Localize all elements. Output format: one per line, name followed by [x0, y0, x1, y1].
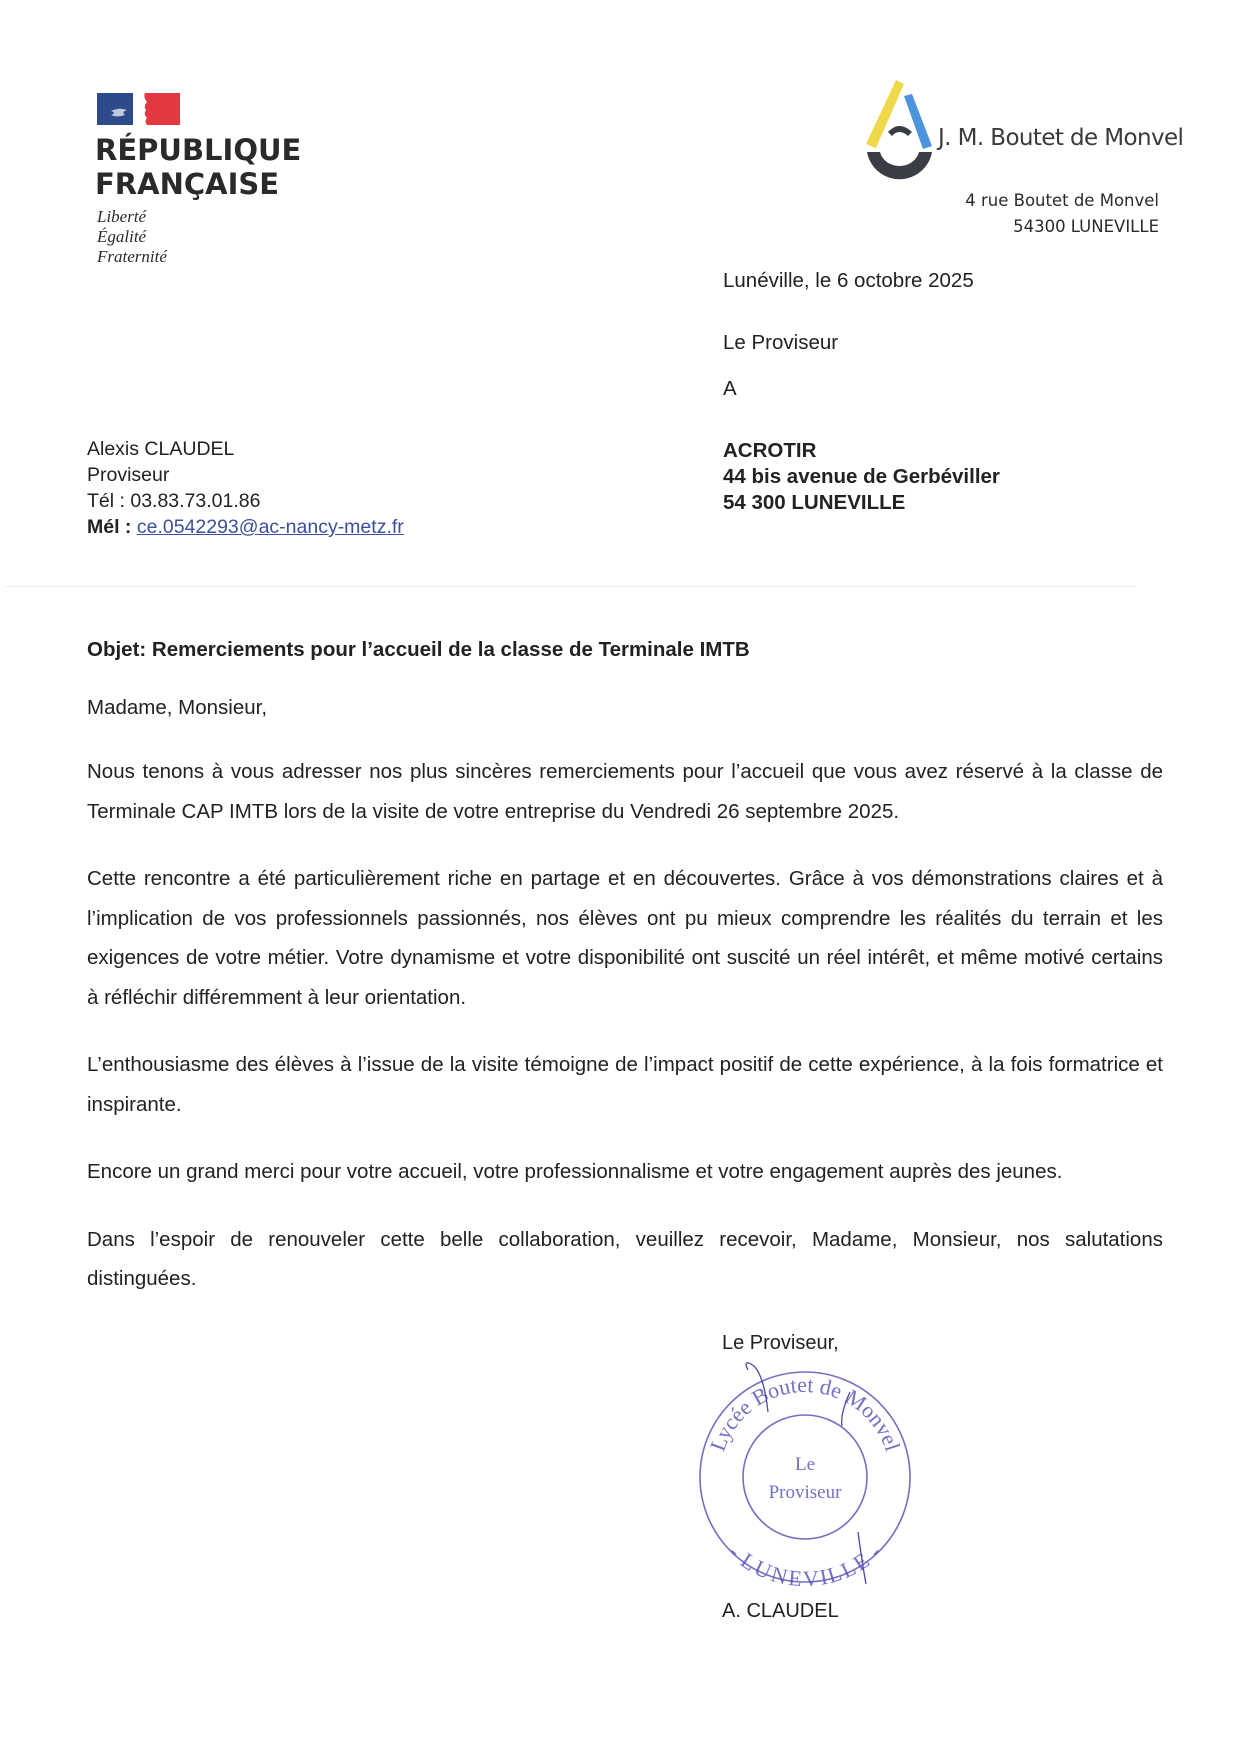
body-paragraph-4: Encore un grand merci pour votre accueil, votre professionnalisme et votre engagement auprès des jeunes. — [87, 1160, 1063, 1183]
republique-francaise-block — [95, 93, 301, 267]
francaise-title: FRANÇAISE — [95, 167, 280, 201]
date-line: Lunéville, le 6 octobre 2025 — [723, 269, 974, 292]
school-name: J. M. Boutet de Monvel — [938, 125, 1184, 151]
body-paragraph-1: Nous tenons à vous adresser nos plus sincères remerciements pour l’accueil que vous avez réservé à la classe de Terminale CAP IMTB lors de la visite de votre entreprise du Vendredi 26 septembre 2025. — [87, 760, 1163, 823]
sender-name: Alexis CLAUDEL — [87, 438, 235, 460]
email-label: Mél : — [87, 516, 137, 538]
recipient-address-city: 54 300 LUNEVILLE — [723, 491, 906, 514]
signature-title: Le Proviseur, — [722, 1332, 839, 1354]
stamp-center-le: Le — [794, 1454, 816, 1475]
body-paragraph-5: Dans l’espoir de renouveler cette belle collaboration, veuillez recevoir, Madame, Monsieur, nos salutations distinguées. — [87, 1227, 1163, 1290]
school-address-city: 54300 LUNEVILLE — [1013, 217, 1159, 236]
sender-phone-line — [87, 488, 404, 514]
from-title: Le Proviseur — [723, 331, 839, 354]
motto-liberte: Liberté — [97, 207, 147, 226]
stamp-top-text: Lycée Boutet de Monvel — [704, 1371, 906, 1455]
sender-block — [87, 436, 404, 540]
phone-label: Tél : — [87, 490, 131, 512]
sender-email-link[interactable]: ce.0542293@ac-nancy-metz.fr — [136, 516, 404, 538]
motto-egalite: Égalité — [97, 227, 147, 246]
flag-red-part — [144, 93, 180, 125]
recipient-address-street: 44 bis avenue de Gerbéviller — [723, 465, 1000, 488]
sender-phone: 03.83.73.01.86 — [130, 490, 261, 512]
letter-body — [87, 636, 1163, 1299]
sender-role: Proviseur — [87, 464, 170, 486]
school-stamp — [690, 1362, 920, 1592]
subject-line: Objet: Remerciements pour l’accueil de la classe de Terminale IMTB — [87, 638, 750, 661]
stamp-bottom-text: - LUNEVILLE - — [724, 1539, 886, 1592]
to-prefix: A — [723, 377, 737, 400]
motto-fraternite: Fraternité — [97, 247, 167, 266]
marianne-flag-logo — [97, 93, 180, 125]
salutation: Madame, Monsieur, — [87, 696, 268, 719]
sender-email-line — [87, 514, 404, 540]
signature-block — [690, 1330, 920, 1624]
body-paragraph-3: L’enthousiasme des élèves à l’issue de la visite témoigne de l’impact positif de cette expérience, à la fois formatrice et inspirante. — [87, 1053, 1163, 1116]
header-divider — [6, 586, 1136, 587]
recipient-column — [723, 268, 1000, 516]
body-paragraph-2: Cette rencontre a été particulièrement riche en partage et en découvertes. Grâce à vos démonstrations claires et à l’implication de vos professionnels passionnés, nos élèves ont pu mieux comprendre les réalités du terrain et les exigences de votre métier. Votre dynamisme et votre disponibilité ont suscité un réel intérêt, et même motivé certains à réfléchir différemment à leur orientation. — [87, 867, 1163, 1009]
school-logo-icon — [862, 76, 936, 188]
stamp-center-proviseur: Proviseur — [768, 1482, 842, 1503]
recipient-name: ACROTIR — [723, 439, 817, 462]
school-address-street: 4 rue Boutet de Monvel — [965, 191, 1159, 210]
signature-name: A. CLAUDEL — [722, 1600, 839, 1622]
flag-blue-part — [97, 93, 133, 125]
school-address — [965, 188, 1159, 240]
republique-title: RÉPUBLIQUE — [95, 133, 302, 167]
